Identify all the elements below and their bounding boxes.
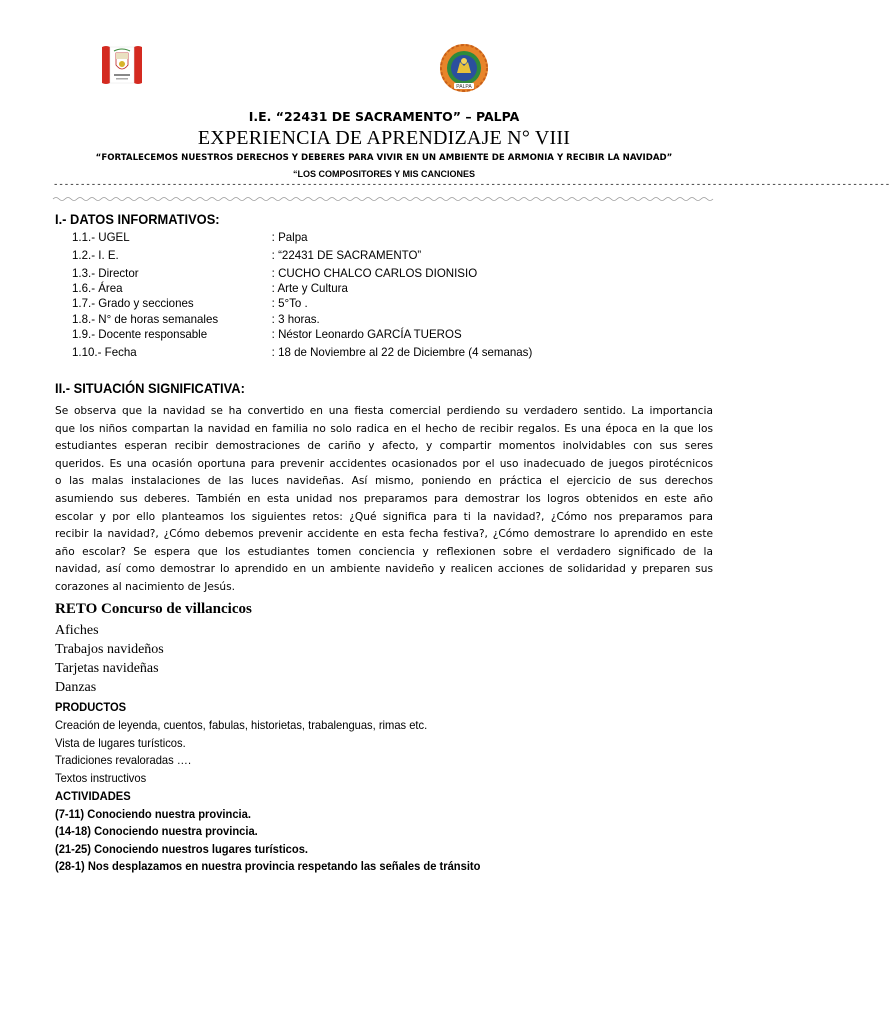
info-value: : CUCHO CHALCO CARLOS DIONISIO bbox=[271, 266, 478, 280]
info-label: 1.6.- Área bbox=[72, 281, 123, 295]
paragraph-line: asumiendo sus deberes. También en esta unidad nos preparamos para demostrar los logros obtenidos en este año bbox=[55, 492, 713, 505]
reto-item: Tarjetas navideñas bbox=[55, 661, 159, 676]
paragraph-line: Se observa que la navidad se ha convertido en una fiesta comercial perdiendo su verdadero sentido. La importancia bbox=[55, 405, 713, 417]
producto-item: Textos instructivos bbox=[55, 771, 147, 785]
actividad-item: (28-1) Nos desplazamos en nuestra provincia respetando las señales de tránsito bbox=[55, 859, 481, 873]
info-label: 1.1.- UGEL bbox=[72, 230, 130, 244]
info-row bbox=[0, 281, 737, 296]
info-label: 1.3.- Director bbox=[72, 266, 139, 280]
paragraph-line: recibir la navidad?, ¿Cómo debemos prevenir accidente en esta fecha festiva?, ¿Cómo demostrare lo aprendido en este bbox=[55, 528, 713, 541]
page-title: EXPERIENCIA DE APRENDIZAJE N° VIII bbox=[197, 127, 571, 149]
producto-item: Tradiciones revaloradas …. bbox=[55, 753, 192, 767]
info-value: : 18 de Noviembre al 22 de Diciembre (4 semanas) bbox=[271, 345, 533, 359]
info-row bbox=[0, 312, 737, 327]
paragraph-line: queridos. Es una ocasión oportuna para prevenir accidentes ocasionados por el uso inadecuado de juegos pirotécnicos bbox=[55, 457, 713, 470]
info-value: : 3 horas. bbox=[271, 312, 320, 326]
info-value: : “22431 DE SACRAMENTO” bbox=[271, 248, 422, 262]
paragraph-line: navidad, así como demostrar lo aprendido en un ambiente navideño y realicen acciones de solidaridad y preparen sus bbox=[55, 563, 713, 576]
paragraph-line: corazones al nacimiento de Jesús. bbox=[55, 580, 235, 593]
info-label: 1.8.- N° de horas semanales bbox=[72, 312, 219, 326]
paragraph-line: o las malas instalaciones de las luces navideñas. Así mismo, poniendo en práctica el ejercicio de sus derechos bbox=[55, 475, 713, 488]
info-row bbox=[0, 345, 737, 360]
info-row bbox=[0, 327, 737, 342]
actividad-item: (7-11) Conociendo nuestra provincia. bbox=[55, 807, 251, 821]
actividad-item: (21-25) Conociendo nuestros lugares turísticos. bbox=[55, 842, 309, 856]
section-heading-datos: I.- DATOS INFORMATIVOS: bbox=[55, 211, 220, 227]
info-value: : Palpa bbox=[271, 230, 308, 244]
paragraph-line: año escolar? Se espera que los estudiantes tomen conciencia y reflexionen sobre el verdadero significado de la bbox=[55, 545, 713, 558]
subtitle: “LOS COMPOSITORES Y MIS CANCIONES bbox=[292, 169, 476, 179]
paragraph-line: que los niños compartan la navidad en familia no solo radica en el hecho de recibir regalos. Es una época en la que los bbox=[55, 422, 713, 435]
info-row bbox=[0, 296, 737, 311]
school-name: I.E. “22431 DE SACRAMENTO” – PALPA bbox=[248, 109, 520, 124]
situation-paragraph bbox=[55, 403, 713, 597]
info-label: 1.9.- Docente responsable bbox=[72, 327, 208, 341]
reto-item: Danzas bbox=[55, 680, 97, 695]
reto-item: Trabajos navideños bbox=[55, 642, 164, 657]
header-divider: ----------------------------------------------------------------------------------------------------------------------------------------------------------- bbox=[53, 180, 890, 190]
reto-item: Afiches bbox=[55, 623, 99, 638]
info-label: 1.7.- Grado y secciones bbox=[72, 296, 194, 310]
info-label: 1.2.- I. E. bbox=[72, 248, 119, 262]
wavy-divider bbox=[53, 190, 711, 198]
section-heading-situacion: II.- SITUACIÓN SIGNIFICATIVA: bbox=[55, 380, 245, 396]
actividades-heading: ACTIVIDADES bbox=[55, 789, 131, 803]
actividad-item: (14-18) Conociendo nuestra provincia. bbox=[55, 824, 258, 838]
info-value: : Arte y Cultura bbox=[271, 281, 348, 295]
info-row bbox=[0, 230, 737, 245]
reto-heading: RETO Concurso de villancicos bbox=[55, 601, 252, 617]
motto: “FORTALECEMOS NUESTROS DERECHOS Y DEBERES PARA VIVIR EN UN AMBIENTE DE ARMONIA Y RECIBIR LA NAVIDAD” bbox=[95, 153, 673, 163]
info-label: 1.10.- Fecha bbox=[72, 345, 137, 359]
peru-coat-of-arms-logo bbox=[100, 43, 144, 87]
producto-item: Vista de lugares turísticos. bbox=[55, 736, 186, 750]
producto-item: Creación de leyenda, cuentos, fabulas, historietas, trabalenguas, rimas etc. bbox=[55, 718, 428, 732]
info-row bbox=[0, 248, 737, 263]
svg-text:PALPA: PALPA bbox=[456, 84, 472, 91]
info-value: : 5°To . bbox=[271, 296, 308, 310]
info-value: : Néstor Leonardo GARCÍA TUEROS bbox=[271, 327, 462, 341]
school-seal-logo bbox=[437, 42, 491, 94]
productos-heading: PRODUCTOS bbox=[55, 700, 127, 714]
paragraph-line: escolar y por ello planteamos los siguientes retos: ¿Qué significa para ti la navidad?, ¿Cómo nos preparamos para bbox=[55, 510, 713, 523]
info-row bbox=[0, 266, 737, 281]
paragraph-line: estudiantes esperan recibir demostraciones de cariño y afecto, y compartir momentos inolvidables con sus seres bbox=[55, 440, 713, 453]
